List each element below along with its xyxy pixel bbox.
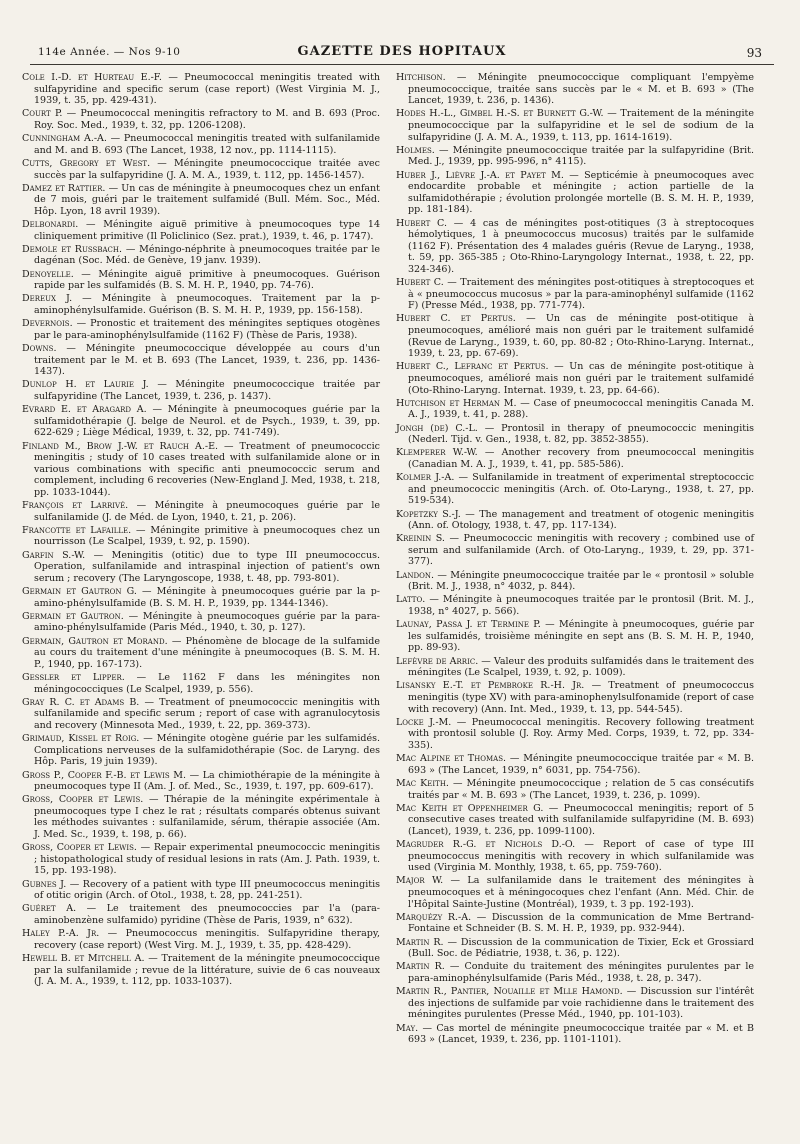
reference-entry (396, 72, 754, 107)
reference-entry (22, 244, 380, 267)
reference-text: — Un cas de méningite post-otitique à pneumocoques, amélioré mais non guéri par le traitement sulfamidé (Oto-Rhino-Laryng. Internat. 1939, t. 23, pp. 64-66). (408, 361, 754, 396)
reference-author: Cunningham A.-A. (22, 133, 107, 145)
reference-text: — Un cas de méningite à pneumocoques chez un enfant de 7 mois, guéri par le traitement sulfamidé (Bull. Mém. Soc., Méd. Hôp. Lyon, 18 avril 1939). (34, 182, 380, 217)
reference-text: — Pneumococcic meningitis with recovery ; combined use of serum and sulfanilamide (Arch. of Oto-Laryng., 1939, t. 29, pp. 371-377). (408, 533, 754, 568)
reference-entry (22, 794, 380, 840)
reference-entry (22, 842, 380, 877)
reference-text: — Méningite otogène guérie par les sulfamidés. Complications nerveuses de la sulfamidothérapie (Soc. de Laryng. des Hôp. Paris, 19 juin 1939). (34, 733, 381, 768)
reference-text: — Conduite du traitement des méningites purulentes par le para-aminophénylsulfamide (Paris Méd., 1938, t. 28, p. 347). (408, 961, 754, 984)
reference-text: — Méningite aiguë primitive à pneumocoques type 14 cliniquement primitive (Il Policlinico (Sez. prat.), 1939, t. 46, p. 1747). (34, 219, 380, 242)
reference-entry (22, 733, 380, 768)
reference-text: — Méningite à pneumocoques, guérie par les sulfamidés, troisième méningite en sept ans (B. S. M. H. P., 1940, pp. 89-93). (408, 619, 754, 654)
reference-entry (396, 1023, 754, 1046)
reference-author: Gubnes J. (22, 878, 67, 890)
reference-author: Mac Alpine et Thomas. (396, 753, 507, 765)
reference-entry (396, 912, 754, 935)
reference-text: — Prontosil in therapy of pneumococcic meningitis (Nederl. Tijd. v. Gen., 1938, t. 82, pp. 3852-3855). (408, 422, 755, 446)
reference-author: Launay, Passa J. et Termine P. (396, 619, 541, 631)
reference-author: Damez et Rattier. (22, 182, 106, 194)
reference-entry (22, 770, 380, 793)
reference-entry (396, 509, 754, 532)
reference-text: — Traitement des méningites post-otitiques à streptocoques et à « pneumococcus mucosus » par la para-aminophényl sulfamide (1162 F) (Presse Méd., 1938, pp. 771-774). (408, 277, 755, 312)
reference-text: — Méningite pneumococcique traitée avec succès par la sulfapyridine (J. A. M. A., 1939, t. 112, pp. 1456-1457). (34, 157, 380, 181)
reference-author: Latto. (396, 594, 426, 606)
reference-text: — Valeur des produits sulfamidés dans le traitement des méningites (Le Scalpel, 1939, t. 92, p. 1009). (408, 655, 754, 679)
reference-text: — Méningite à pneumocoques traitée par le prontosil (Brit. M. J., 1938, n° 4027, p. 566). (408, 594, 754, 618)
issue-label: 114e Année. — Nos 9-10 (38, 46, 181, 58)
reference-author: Cutts, Gregory et West. (22, 157, 151, 169)
reference-text: — Discussion de la communication de Tixier, Eck et Grossiard (Bull. Soc. de Pédiatrie, 1938, t. 36, p. 122). (408, 936, 754, 960)
reference-text: — Treatment of pneumococcus meningitis (type XV) with para-aminophenylsulfonamide (report of case with recovery) (Ann. Int. Med., 1939, t. 13, pp. 544-545). (408, 680, 754, 715)
reference-text: — The management and treatment of otogenic meningitis (Ann. of. Otology, 1938, t. 47, pp. 117-134). (408, 508, 754, 532)
reference-text: — Méningite à pneumocoques guérie par la para-amino-phénylsulfamide (Paris Méd., 1940, t. 30, p. 127). (34, 610, 380, 634)
left-column (22, 72, 380, 989)
reference-entry (396, 961, 754, 984)
reference-entry (396, 875, 754, 910)
reference-author: Landon. (396, 569, 434, 581)
reference-text: — Méningite à pneumocoques guérie par la p-amino-phénylsulfamide (B. S. M. H. P., 1939, pp. 1344-1346). (34, 586, 380, 609)
reference-text: — Pneumococcus meningitis. Sulfapyridine therapy, recovery (case report) (West Virg. M. J., 1939, t. 35, pp. 428-429). (34, 928, 381, 951)
reference-entry (396, 680, 754, 715)
reference-author: Finland M., Brow J.-W. et Rauch A.-E. (22, 440, 219, 452)
reference-text: — Report of case of type III pneumococcus meningitis with recovery in which sulfanilamide was used (Virginia M. Monthly, 1938, t. 65, pp. 759-760). (408, 839, 755, 874)
reference-text: — Traitement de la méningite pneumococcique par la sulfanilamide ; revue de la littérature, suivie de 6 cas nouveaux (J. A. M. A., 1939, t. 112, pp. 1033-1037). (34, 952, 380, 988)
reference-text: — Méningite pneumococcique développée au cours d'un traitement par le M. et B. 693 (The Lancet, 1939, t. 236, pp. 1436-1437). (34, 343, 380, 378)
reference-entry (22, 672, 380, 695)
reference-author: Hubert C. (396, 217, 447, 229)
reference-entry (396, 717, 754, 752)
reference-author: Haley P.-A. Jr. (22, 928, 100, 940)
reference-text: — Pneumococcal meningitis treated with sulfapyridine and specific serum (case report) (West Virginia M. J., 1939, t. 35, pp. 429-431). (34, 72, 381, 107)
reference-entry (22, 379, 380, 402)
reference-author: Grimaud, Kissel et Roig. (22, 733, 140, 745)
reference-author: Hubert C., Lefranc et Pertus. (396, 361, 549, 373)
right-column (396, 72, 754, 1047)
reference-author: Major W. (396, 875, 444, 887)
reference-author: Gessler et Lipper. (22, 671, 125, 683)
reference-entry (396, 594, 754, 617)
reference-entry (396, 986, 754, 1021)
reference-author: Delbonardi. (22, 219, 79, 231)
reference-author: Gross, Cooper et Lewis. (22, 842, 137, 854)
reference-entry (22, 72, 380, 107)
reference-entry (396, 839, 754, 874)
reference-entry (22, 953, 380, 988)
reference-text: — Pneumococcal meningitis treated with sulfanilamide and M. and B. 693 (The Lancet, 1938, 12 nov., pp. 1114-1115). (34, 133, 380, 156)
reference-text: — Méningite à pneumocoques. Traitement par la p-aminophénylsulfamide. Guérison (B. S. M. H. P., 1939, pp. 156-158). (34, 293, 381, 317)
reference-author: Hitchison. (396, 72, 446, 83)
reference-text: — Méningite pneumococcique traitée par sulfapyridine (The Lancet, 1939, t. 236, p. 1437). (34, 379, 381, 402)
reference-text: — Pneumococcal meningitis; report of 5 consecutive cases treated with sulfanilamide sulfapyridine (M. B. 693) (Lancet), 1939, t. 236, pp. 1099-1100). (408, 802, 754, 837)
reference-text: — Méningite pneumococcique traitée par le « prontosil » soluble (Brit. M. J., 1938, n° 4032, p. 844). (408, 569, 754, 593)
reference-entry (396, 753, 754, 776)
reference-entry (396, 447, 754, 470)
reference-author: Court P. (22, 108, 63, 120)
reference-entry (22, 293, 380, 316)
reference-author: Mac Keith. (396, 777, 449, 789)
reference-entry (396, 423, 754, 446)
reference-author: Kreinin S. (396, 533, 445, 545)
reference-entry (396, 472, 754, 507)
reference-text: — Pneumococcal meningitis refractory to M. and B. 693 (Proc. Roy. Soc. Med., 1939, t. 32, pp. 1206-1208). (34, 108, 381, 131)
reference-author: Magruder R.-G. et Nichols D.-O. (396, 839, 576, 851)
reference-entry (396, 398, 754, 421)
reference-text: — Discussion de la communication de Mme Bertrand-Fontaine et Schneider (B. S. M. H. P., 1939, pp. 932-944). (408, 911, 754, 935)
reference-author: Cole I.-D. et Hurteau E.-F. (22, 72, 162, 83)
reference-author: Klemperer W.-W. (396, 447, 478, 459)
reference-author: Downs. (22, 343, 57, 354)
reference-author: Hubert C. et Pertus. (396, 313, 516, 325)
reference-author: Demole et Russbach. (22, 243, 123, 255)
page-header (30, 42, 774, 64)
reference-text: — Méningite pneumococcique ; relation de 5 cas consécutifs traités par « M. B. 693 » (The Lancet, 1939, t. 236, p. 1099). (408, 777, 754, 801)
reference-author: Lefèvre de Arric. (396, 655, 479, 667)
reference-text: — Un cas de méningite post-otitique à pneumocoques, amélioré mais non guéri par le traitement sulfamidé (Revue de Laryng., 1939, t. 60, pp. 80-82 ; Oto-Rhino-Laryng. Internat., 1939, t. 23, pp. 67-69). (408, 313, 754, 360)
reference-text: — Sulfanilamide in treatment of experimental streptococcic and pneumococcic meningitis (Arch. of. Oto-Laryng., 1938, t. 27, pp. 519-534). (408, 472, 755, 507)
reference-entry (22, 697, 380, 732)
reference-entry (396, 170, 754, 216)
reference-entry (396, 533, 754, 568)
reference-author: Guéret A. (22, 903, 77, 915)
reference-entry (396, 803, 754, 838)
reference-author: Germain et Gautron. (22, 610, 124, 622)
reference-text: — Septicémie à pneumocoques avec endocardite probable et méningite ; action partielle de la sulfamidothérapie ; évolution prolongée mortelle (B. S. M. H. P., 1939, pp. 181-184). (408, 169, 755, 216)
reference-entry (22, 158, 380, 181)
reference-author: Holmes. (396, 144, 435, 156)
reference-author: Lisansky E.-T. et Pembroke R.-H. Jr. (396, 680, 585, 692)
reference-entry (22, 441, 380, 499)
reference-text: — Treatment of pneumococcic meningitis ; study of 10 cases treated with sulfanilamide alone or in various combinations with specific anti pneumococcic serum and complement, including 6 recoveries (New-England J. Med, 1938, t. 218, pp. 1033-1044). (34, 440, 380, 498)
reference-text: — Recovery of a patient with type III pneumococcus meningitis of otitic origin (Arch. of Otol., 1938, t. 28, pp. 241-251). (34, 878, 380, 902)
reference-entry (396, 619, 754, 654)
reference-text: — Le 1162 F dans les méningites non méningococciques (Le Scalpel, 1939, p. 556). (34, 671, 380, 695)
reference-entry (396, 937, 754, 960)
reference-text: — Treatment of pneumococcic meningitis with sulfanilamide and specific serum ; report of case with agranulocytosis and recovery (Minnesota Med., 1939, t. 22, pp. 369-373). (34, 696, 380, 731)
reference-text: — Méningite aiguë primitive à pneumocoques. Guérison rapide par les sulfamidés (B. S. M. H. P., 1940, pp. 74-76). (34, 268, 380, 292)
reference-entry (22, 500, 380, 523)
reference-text: — Méningite à pneumocoques guérie par le sulfanilamide (J. de Méd. de Lyon, 1940, t. 21, p. 206). (34, 500, 380, 523)
reference-entry (22, 928, 380, 951)
reference-author: Gray R. C. et Adams B. (22, 696, 140, 708)
reference-author: Dunlop H. et Laurie J. (22, 379, 149, 391)
reference-text: — Pronostic et traitement des méningites septiques otogènes par le para-aminophénylsulfamide (1162 F) (Thèse de Paris, 1938). (34, 318, 380, 341)
reference-author: Garfin S.-W. (22, 549, 86, 561)
reference-entry (396, 108, 754, 143)
reference-author: Kolmer J.-A. (396, 472, 455, 484)
reference-entry (396, 313, 754, 359)
reference-entry (22, 586, 380, 609)
reference-entry (396, 361, 754, 396)
reference-text: — Méningite pneumococcique traitée par « M. B. 693 » (The Lancet, 1939, n° 6031, pp. 754-756). (408, 753, 754, 776)
reference-entry (22, 133, 380, 156)
reference-entry (22, 318, 380, 341)
reference-author: Kopetzky S.-J. (396, 508, 461, 520)
reference-text: — Pneumococcal meningitis. Recovery following treatment with prontosil soluble (J. Roy. Army Med. Corps, 1939, t. 72, pp. 334-335). (408, 716, 754, 751)
reference-author: Hutchison et Herman M. (396, 397, 517, 409)
reference-text: — Phénomène de blocage de la sulfamide au cours du traitement d'une méningite à pneumocoques (B. S. M. H. P., 1940, pp. 167-173). (34, 635, 380, 670)
reference-entry (22, 879, 380, 902)
reference-text: — Méningite pneumococcique traitée par la sulfapyridine (Brit. Med. J., 1939, pp. 995-996, n° 4115). (408, 144, 754, 168)
reference-entry (396, 778, 754, 801)
header-rule (30, 64, 774, 65)
reference-text: — Méningite à pneumocoques guérie par la sulfamidothérapie (J. belge de Neurol. et de Psych., 1939, t. 39, pp. 622-629 ; Liège Médical, 1939, t. 32, pp. 741-749). (34, 404, 381, 439)
reference-entry (22, 343, 380, 378)
reference-author: May. (396, 1022, 419, 1034)
reference-author: Huber J., Lièvre J.-A. et Payet M. (396, 169, 564, 181)
reference-author: Locke J.-M. (396, 716, 452, 728)
reference-author: Gross, Cooper et Lewis. (22, 794, 144, 806)
reference-text: — Méningite pneumococcique compliquant l'empyème pneumococcique, traitée sans succès par le « M. et B. 693 » (The Lancet, 1939, t. 236, p. 1436). (408, 72, 754, 107)
reference-author: Hewell B. et Mitchell A. (22, 952, 145, 964)
reference-author: Gross P., Cooper F.-B. et Lewis M. (22, 769, 187, 781)
journal-title: GAZETTE DES HOPITAUX (297, 44, 507, 59)
reference-entry (22, 108, 380, 131)
reference-entry (22, 550, 380, 585)
reference-author: Evrard E. et Aragard A. (22, 404, 147, 416)
reference-entry (22, 525, 380, 548)
reference-author: Martin R., Pantier, Nouaille et Mlle Hamond. (396, 986, 623, 998)
reference-entry (22, 219, 380, 242)
reference-author: Mac Keith et Oppenheimer G. (396, 802, 544, 814)
reference-entry (396, 277, 754, 312)
reference-text: — Le traitement des pneumococcies par l'a (para-aminobenzène sulfamido) pyridine (Thèse de Paris, 1939, n° 632). (34, 903, 380, 926)
reference-author: Hodes H.-L., Gimbel H.-S. et Burnett G.-W. (396, 108, 604, 120)
reference-text: — Traitement de la méningite pneumococcique par la sulfapyridine et le sel de sodium de la sulfapyridine (J. A. M. A., 1939, t. 113, pp. 1614-1619). (408, 108, 754, 143)
reference-entry (396, 218, 754, 276)
reference-author: Marquézy R.-A. (396, 911, 472, 923)
reference-entry (22, 903, 380, 926)
reference-author: Denoyelle. (22, 268, 74, 280)
reference-author: Hubert C. (396, 277, 444, 289)
reference-text: — Repair experimental pneumococcic meningitis ; histopathological study of residual lesions in rats (Am. J. Path. 1939, t. 15, pp. 193-198). (34, 842, 380, 877)
page-number: 93 (746, 46, 762, 60)
reference-text: — Discussion sur l'intérêt des injections de sulfamide par voie rachidienne dans le traitement des méningites purulentes (Presse Méd., 1940, pp. 101-103). (408, 986, 754, 1021)
reference-entry (22, 183, 380, 218)
reference-text: — Another recovery from pneumococcal meningitis (Canadian M. A. J., 1939, t. 41, pp. 585-586). (408, 447, 754, 470)
reference-text: — Case of pneumococcal meningitis Canada M. A. J., 1939, t. 41, p. 288). (408, 397, 754, 421)
reference-text: — Méningite primitive à pneumocoques chez un nourrisson (Le Scalpel, 1939, t. 92, p. 1590). (34, 524, 380, 548)
reference-text: — 4 cas de méningites post-otitiques (3 à streptocoques hémolytiques, 1 à pneumococcus mucosus) traités par le sulfamide (1162 F). Présentation des 4 malades guéris (Revue de Laryng., 1938, t. 59, pp. 365-385 ; Oto-Rhino-Laryngology Internat., 1938, t. 22, pp. 324-346). (408, 217, 754, 275)
reference-text: — Thérapie de la méningite expérimentale à pneumocoques type I chez le rat ; résultats comparés obtenus suivant les méthodes suivantes : sulfanilamide, sérum, thérapie associée (Am. J. Med. Sc., 1939, t. 198, p. 66). (34, 794, 380, 841)
reference-text: — La chimiothérapie de la méningite à pneumocoques type II (Am. J. of. Med., Sc., 1939, t. 197, pp. 609-617). (34, 769, 380, 793)
reference-entry (396, 145, 754, 168)
reference-text: — Méningo-néphrite à pneumocoques traitée par le dagénan (Soc. Méd. de Genève, 19 janv. 1939). (34, 243, 380, 267)
reference-author: Jongh (de) C.-L. (396, 422, 478, 434)
reference-author: Martin R. (396, 936, 444, 948)
reference-entry (22, 269, 380, 292)
reference-author: François et Larrivé. (22, 500, 129, 512)
reference-author: Francotte et Lafaille. (22, 524, 132, 536)
reference-text: — Cas mortel de méningite pneumococcique traitée par « M. et B 693 » (Lancet, 1939, t. 236, pp. 1101-1101). (408, 1022, 754, 1046)
reference-author: Martin R. (396, 961, 445, 973)
reference-author: Germain et Gautron G. (22, 586, 137, 598)
reference-text: — Meningitis (otitic) due to type III pneumococcus. Operation, sulfanilamide and intraspinal injection of patient's own serum ; recovery (The Laryngoscope, 1938, t. 48, pp. 793-801). (34, 549, 381, 584)
reference-entry (22, 611, 380, 634)
reference-entry (396, 570, 754, 593)
reference-entry (22, 636, 380, 671)
reference-entry (396, 656, 754, 679)
reference-entry (22, 404, 380, 439)
reference-author: Dereux J. (22, 293, 73, 305)
reference-text: — La sulfanilamide dans le traitement des méningites à pneumocoques et à méningocoques chez l'enfant (Ann. Méd. Chir. de l'Hôpital Sainte-Justine (Montréal), 1939, t. 3 pp. 192-193). (408, 875, 754, 910)
reference-author: Germain, Gautron et Morand. (22, 635, 168, 647)
reference-author: Devernois. (22, 318, 73, 330)
